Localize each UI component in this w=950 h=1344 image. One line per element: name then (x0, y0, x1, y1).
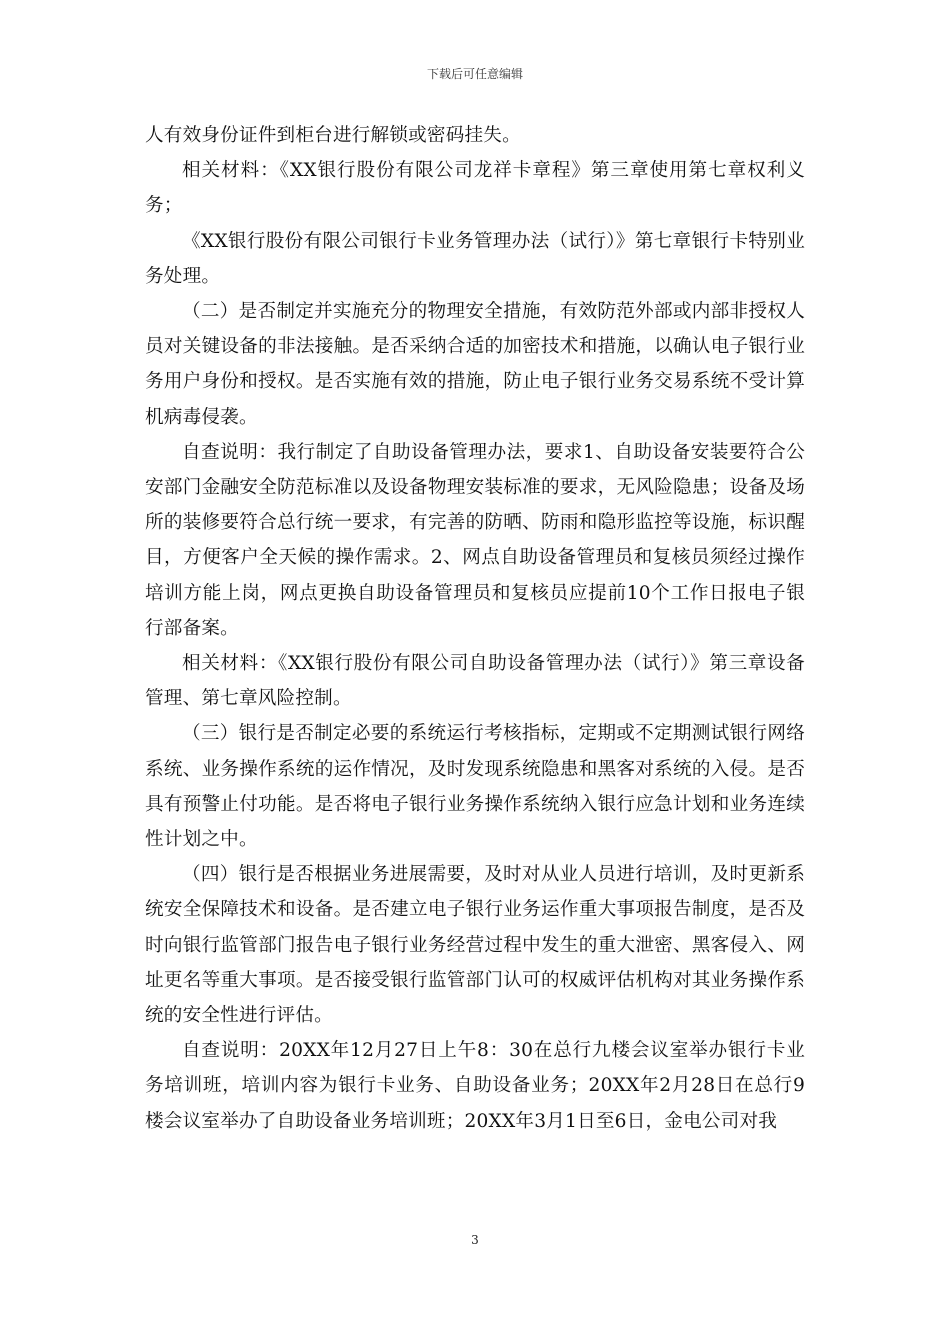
paragraph-section-4: （四）银行是否根据业务进展需要，及时对从业人员进行培训，及时更新系统安全保障技术和设备。是否建立电子银行业务运作重大事项报告制度，是否及时向银行监管部门报告电子银行业务经营过程中发生的重大泄密、黑客侵入、网址更名等重大事项。是否接受银行监管部门认可的权威评估机构对其业务操作系统的安全性进行评估。 (145, 864, 805, 1027)
paragraph-section-3: （三）银行是否制定必要的系统运行考核指标，定期或不定期测试银行网络系统、业务操作系统的运作情况，及时发现系统隐患和黑客对系统的入侵。是否具有预警止付功能。是否将电子银行业务操作系统纳入银行应急计划和业务连续性计划之中。 (145, 723, 805, 851)
paragraph-related-materials-1: 相关材料：《XX银行股份有限公司龙祥卡章程》第三章使用第七章权利义务； (145, 160, 805, 217)
paragraph-self-check-1: 自查说明：我行制定了自助设备管理办法，要求1、自助设备安装要符合公安部门金融安全防范标准以及设备物理安装标准的要求，无风险隐患；设备及场所的装修要符合总行统一要求，有完善的防晒、防雨和隐形监控等设施，标识醒目，方便客户全天候的操作需求。2、网点自助设备管理员和复核员须经过操作培训方能上岗，网点更换自助设备管理员和复核员应提前10个工作日报电子银行部备案。 (145, 441, 805, 639)
paragraph-continuation: 人有效身份证件到柜台进行解锁或密码挂失。 (145, 125, 521, 146)
paragraph-related-materials-3: 相关材料：《XX银行股份有限公司自助设备管理办法（试行）》第三章设备管理、第七章风险控制。 (145, 653, 805, 710)
page-number: 3 (471, 1233, 479, 1247)
page-header: 下载后可任意编辑 (426, 67, 523, 81)
paragraph-section-2: （二）是否制定并实施充分的物理安全措施，有效防范外部或内部非授权人员对关键设备的非法接触。是否采纳合适的加密技术和措施，以确认电子银行业务用户身份和授权。是否实施有效的措施，防止电子银行业务交易系统不受计算机病毒侵袭。 (145, 301, 805, 428)
paragraph-self-check-2: 自查说明：20XX年12月27日上午8：30在总行九楼会议室举办银行卡业务培训班，培训内容为银行卡业务、自助设备业务；20XX年2月28日在总行9楼会议室举办了自助设备业务培训班；20XX年3月1日至6日，金电公司对我 (145, 1040, 805, 1132)
paragraph-related-materials-2: 《XX银行股份有限公司银行卡业务管理办法（试行）》第七章银行卡特别业务处理。 (145, 230, 805, 287)
document-body (145, 118, 805, 1139)
